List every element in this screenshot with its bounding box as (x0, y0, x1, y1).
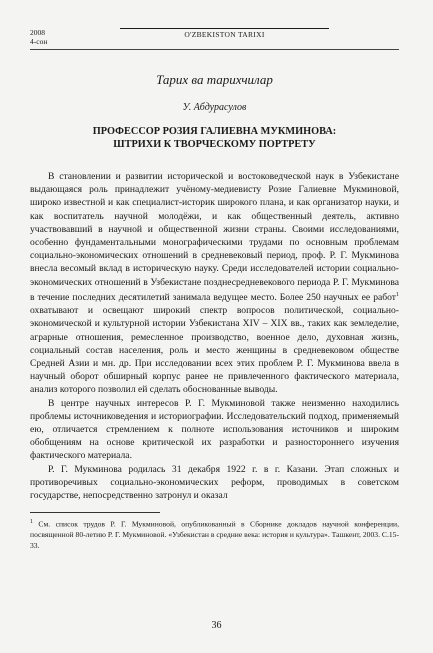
footnote-ref: 1 (396, 291, 399, 298)
header-rule (30, 49, 399, 50)
journal-name: O'ZBEKISTON TARIXI (120, 28, 329, 39)
running-header (30, 28, 399, 46)
footnote-rule (30, 512, 160, 513)
paragraph-1 (30, 170, 399, 397)
title-line-1: ПРОФЕССОР РОЗИЯ ГАЛИЕВНА МУКМИНОВА: (92, 126, 337, 137)
paragraph-3: Р. Г. Мукминова родилась 31 декабря 1922 г. в г. Казани. Этап сложных и противоречивых социально-экономических реформ, проводимых в советском государстве, непосредственно затронул и оказал (30, 463, 399, 502)
paragraph-1-text: В становлении и развитии исторической и востоковедческой наук в Узбекистане выдающаяся роль принадлежит учёному-медиевисту Розие Галиевне Мукминовой, широко известной и как специалист-историк широкого плана, и как организатор науки, и как воспитатель научной молодёжи, и как общественный деятель, активно участвовавший в научной и общественной жизни страны. Своими исследованиями, особенно фундаментальными монографическими трудами по основным проблемам социально-экономических отношений в средневековый период, проф. Р. Г. Мукминова внесла весомый вклад в историческую науку. Среди исследователей истории социально-экономических отношений в Узбекистане позднесредневекового периода Р. Г. Мукминова в течение последних десятилетий занимала ведущее место. Более 250 научных ее работ (30, 171, 399, 304)
issue-year: 2008 (30, 28, 45, 37)
section-heading: Тарих ва тарихчилар (156, 72, 273, 87)
title-line-2: ШТРИХИ К ТВОРЧЕСКОМУ ПОРТРЕТУ (113, 138, 316, 150)
paragraph-2: В центре научных интересов Р. Г. Мукминовой также неизменно находились проблемы источниковедения и историографии. Исследовательский подход, применяемый ею, отличается стремлением к полноте использования источников и широким обобщениям на основе критической их разработки и разностороннего изучения фактического материала. (30, 397, 399, 462)
paragraph-1-text-cont: охватывают и освещают широкий спектр вопросов политической, социально-экономической и культурной истории Узбекистана XIV – XIX вв., таких как земледелие, аграрные отношения, ремесленное производство, военное дело, духовная жизнь, социальный состав населения, роль и место женщины в средневековом обществе Средней Азии и мн. др. При исследовании всех этих проблем Р. Г. Мукминова ввела в научный оборот обширный корпус ранее не привлеченного фактического материала, анализ которого позволил ей сделать обоснованные выводы. (30, 305, 399, 396)
footnote (30, 517, 399, 551)
issue-number: 4-сон (30, 37, 48, 46)
footnote-text: См. список трудов Р. Г. Мукминовой, опубликованный в Сборнике докладов научной конференции, посвященной 80-летию Р. Г. Мукминовой. «Узбекистан в средние века: история и культура». Ташкент, 2003. С.15-33. (30, 519, 399, 550)
footnote-mark: 1 (30, 519, 33, 526)
issue-info (30, 28, 120, 46)
article-author: У. Абдурасулов (182, 102, 247, 113)
page-number: 36 (211, 620, 222, 631)
article-title (30, 126, 399, 151)
article-body (30, 170, 399, 502)
